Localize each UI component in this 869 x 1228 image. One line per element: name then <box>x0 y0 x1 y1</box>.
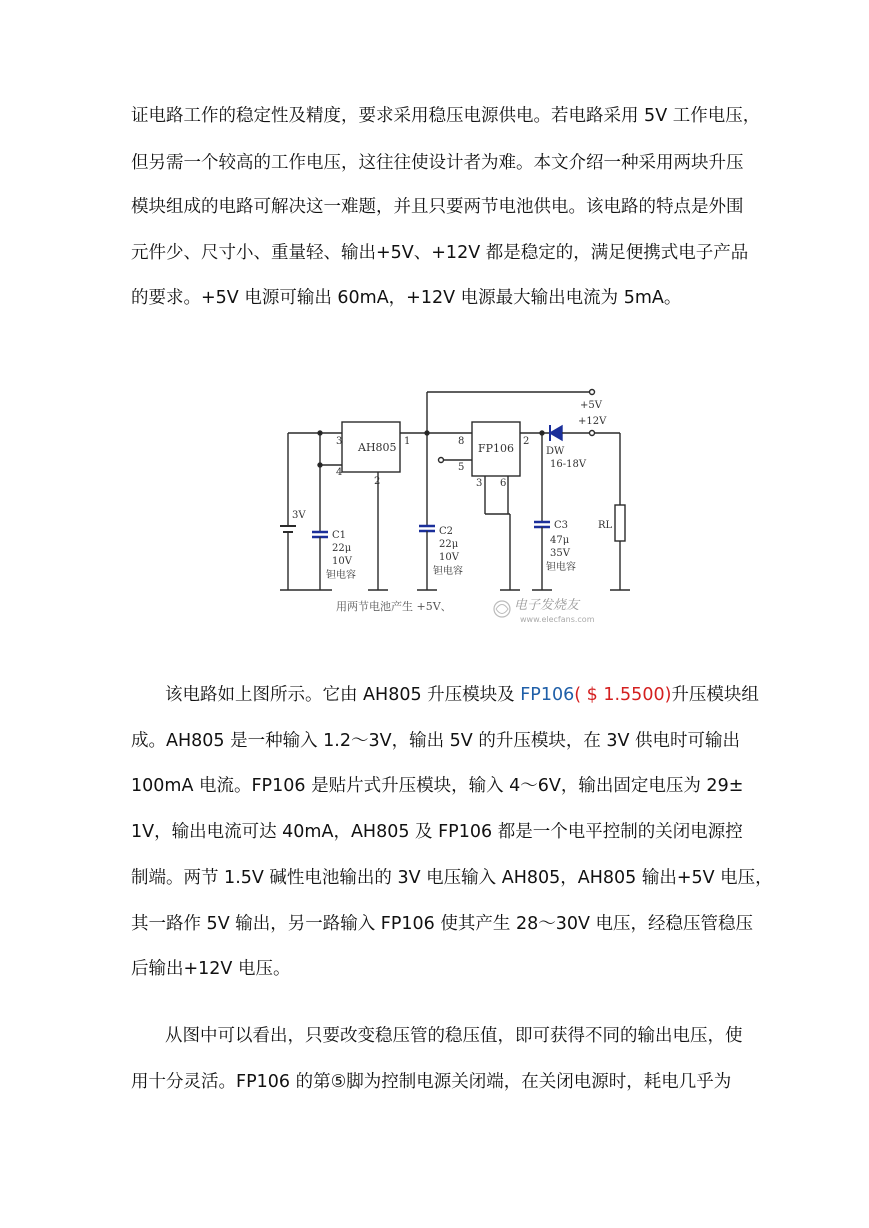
load-label: RL <box>598 520 613 531</box>
zener-value: 16-18V <box>550 459 587 470</box>
chip-label-ah805: AH805 <box>358 441 397 454</box>
c2-value: 22μ <box>439 539 459 550</box>
c2-type: 钽电容 <box>433 566 463 577</box>
pin-label: 2 <box>523 436 530 447</box>
c1-value: 22μ <box>332 543 352 554</box>
pin-label: 1 <box>404 436 411 447</box>
load-resistor <box>615 505 625 541</box>
watermark-url: www.elecfans.com <box>520 615 595 624</box>
figure-caption: 用两节电池产生 +5V、 <box>336 600 452 613</box>
c3-type: 钽电容 <box>546 562 576 573</box>
c3-voltage: 35V <box>550 548 570 559</box>
c1-voltage: 10V <box>332 556 352 567</box>
c3-label: C3 <box>554 520 569 531</box>
out-12v-label: +12V <box>578 416 607 427</box>
c2-voltage: 10V <box>439 552 459 563</box>
chip-label-fp106: FP106 <box>478 442 515 455</box>
out-5v-label: +5V <box>580 400 602 411</box>
pin-label: 4 <box>336 467 343 478</box>
pin-label: 6 <box>500 478 507 489</box>
zener-label: DW <box>546 446 565 457</box>
pin-label: 8 <box>458 436 465 447</box>
price-tag: ( $ 1.5500) <box>574 685 672 705</box>
pin-label: 3 <box>336 436 343 447</box>
battery-label: 3V <box>292 510 306 521</box>
pin-label: 5 <box>458 462 465 473</box>
pin-label: 3 <box>476 478 483 489</box>
watermark-text: 电子发烧友 <box>514 598 580 613</box>
fp106-link[interactable]: FP106 <box>520 685 575 705</box>
c1-type: 钽电容 <box>326 570 356 581</box>
text-segment: 该电路如上图所示。它由 AH805 升压模块及 <box>165 685 521 705</box>
c1-label: C1 <box>332 530 347 541</box>
text-segment: 升压模块组 <box>671 685 759 705</box>
zener-diode <box>550 426 562 440</box>
document-page: 证电路工作的稳定性及精度，要求采用稳压电源供电。若电路采用 5V 工作电压， 但另需一个较高的工作电压，这往往使设计者为难。本文介绍一种采用两块升压 模块组成的电路可解决这一难题，并且只要两节电池供电。该电路的特点是外围 元件少、尺寸小、重量轻、输出+5V、+12V 都是稳定的，满足便携式电子产品 的要求。+5V 电源可输出 60mA，+12V 电源最大输出电流为 5mA。 AH805 FP106 3 1 4 2 8 2 5 3 6 3V C1 22μ 10V 钽电容 C2 22μ 10V 钽电容 C3 47μ 35V 钽电容 DW 16-18V +5V +12V RL 用两节电池产生 +5V、 电子发烧友 www.elecfans.com 该电路如上图所示。它由 AH805 升压模块及 FP106( $ 1.5500)升压模块组 成。AH805 是一种输入 1.2～3V，输出 5V 的升压模块，在 3V 供电时可输出 100mA 电流。FP106 是贴片式升压模块，输入 4～6V，输出固定电压为 29± 1V，输出电流可达 40mA，AH805 及 FP106 都是一个电平控制的关闭电源控 制端。两节 1.5V 碱性电池输出的 3V 电压输入 AH805，AH805 输出+5V 电压， 其一路作 5V 输出，另一路输入 FP106 使其产生 28～30V 电压，经稳压管稳压 后输出+12V 电压。 从图中可以看出，只要改变稳压管的稳压值，即可获得不同的输出电压，使 用十分灵活。FP106 的第⑤脚为控制电源关闭端，在关闭电源时，耗电几乎为 <box>131 106 773 1092</box>
c2-label: C2 <box>439 526 454 537</box>
c3-value: 47μ <box>550 535 570 546</box>
circuit-diagram <box>280 380 640 630</box>
pin-label: 2 <box>374 476 381 487</box>
